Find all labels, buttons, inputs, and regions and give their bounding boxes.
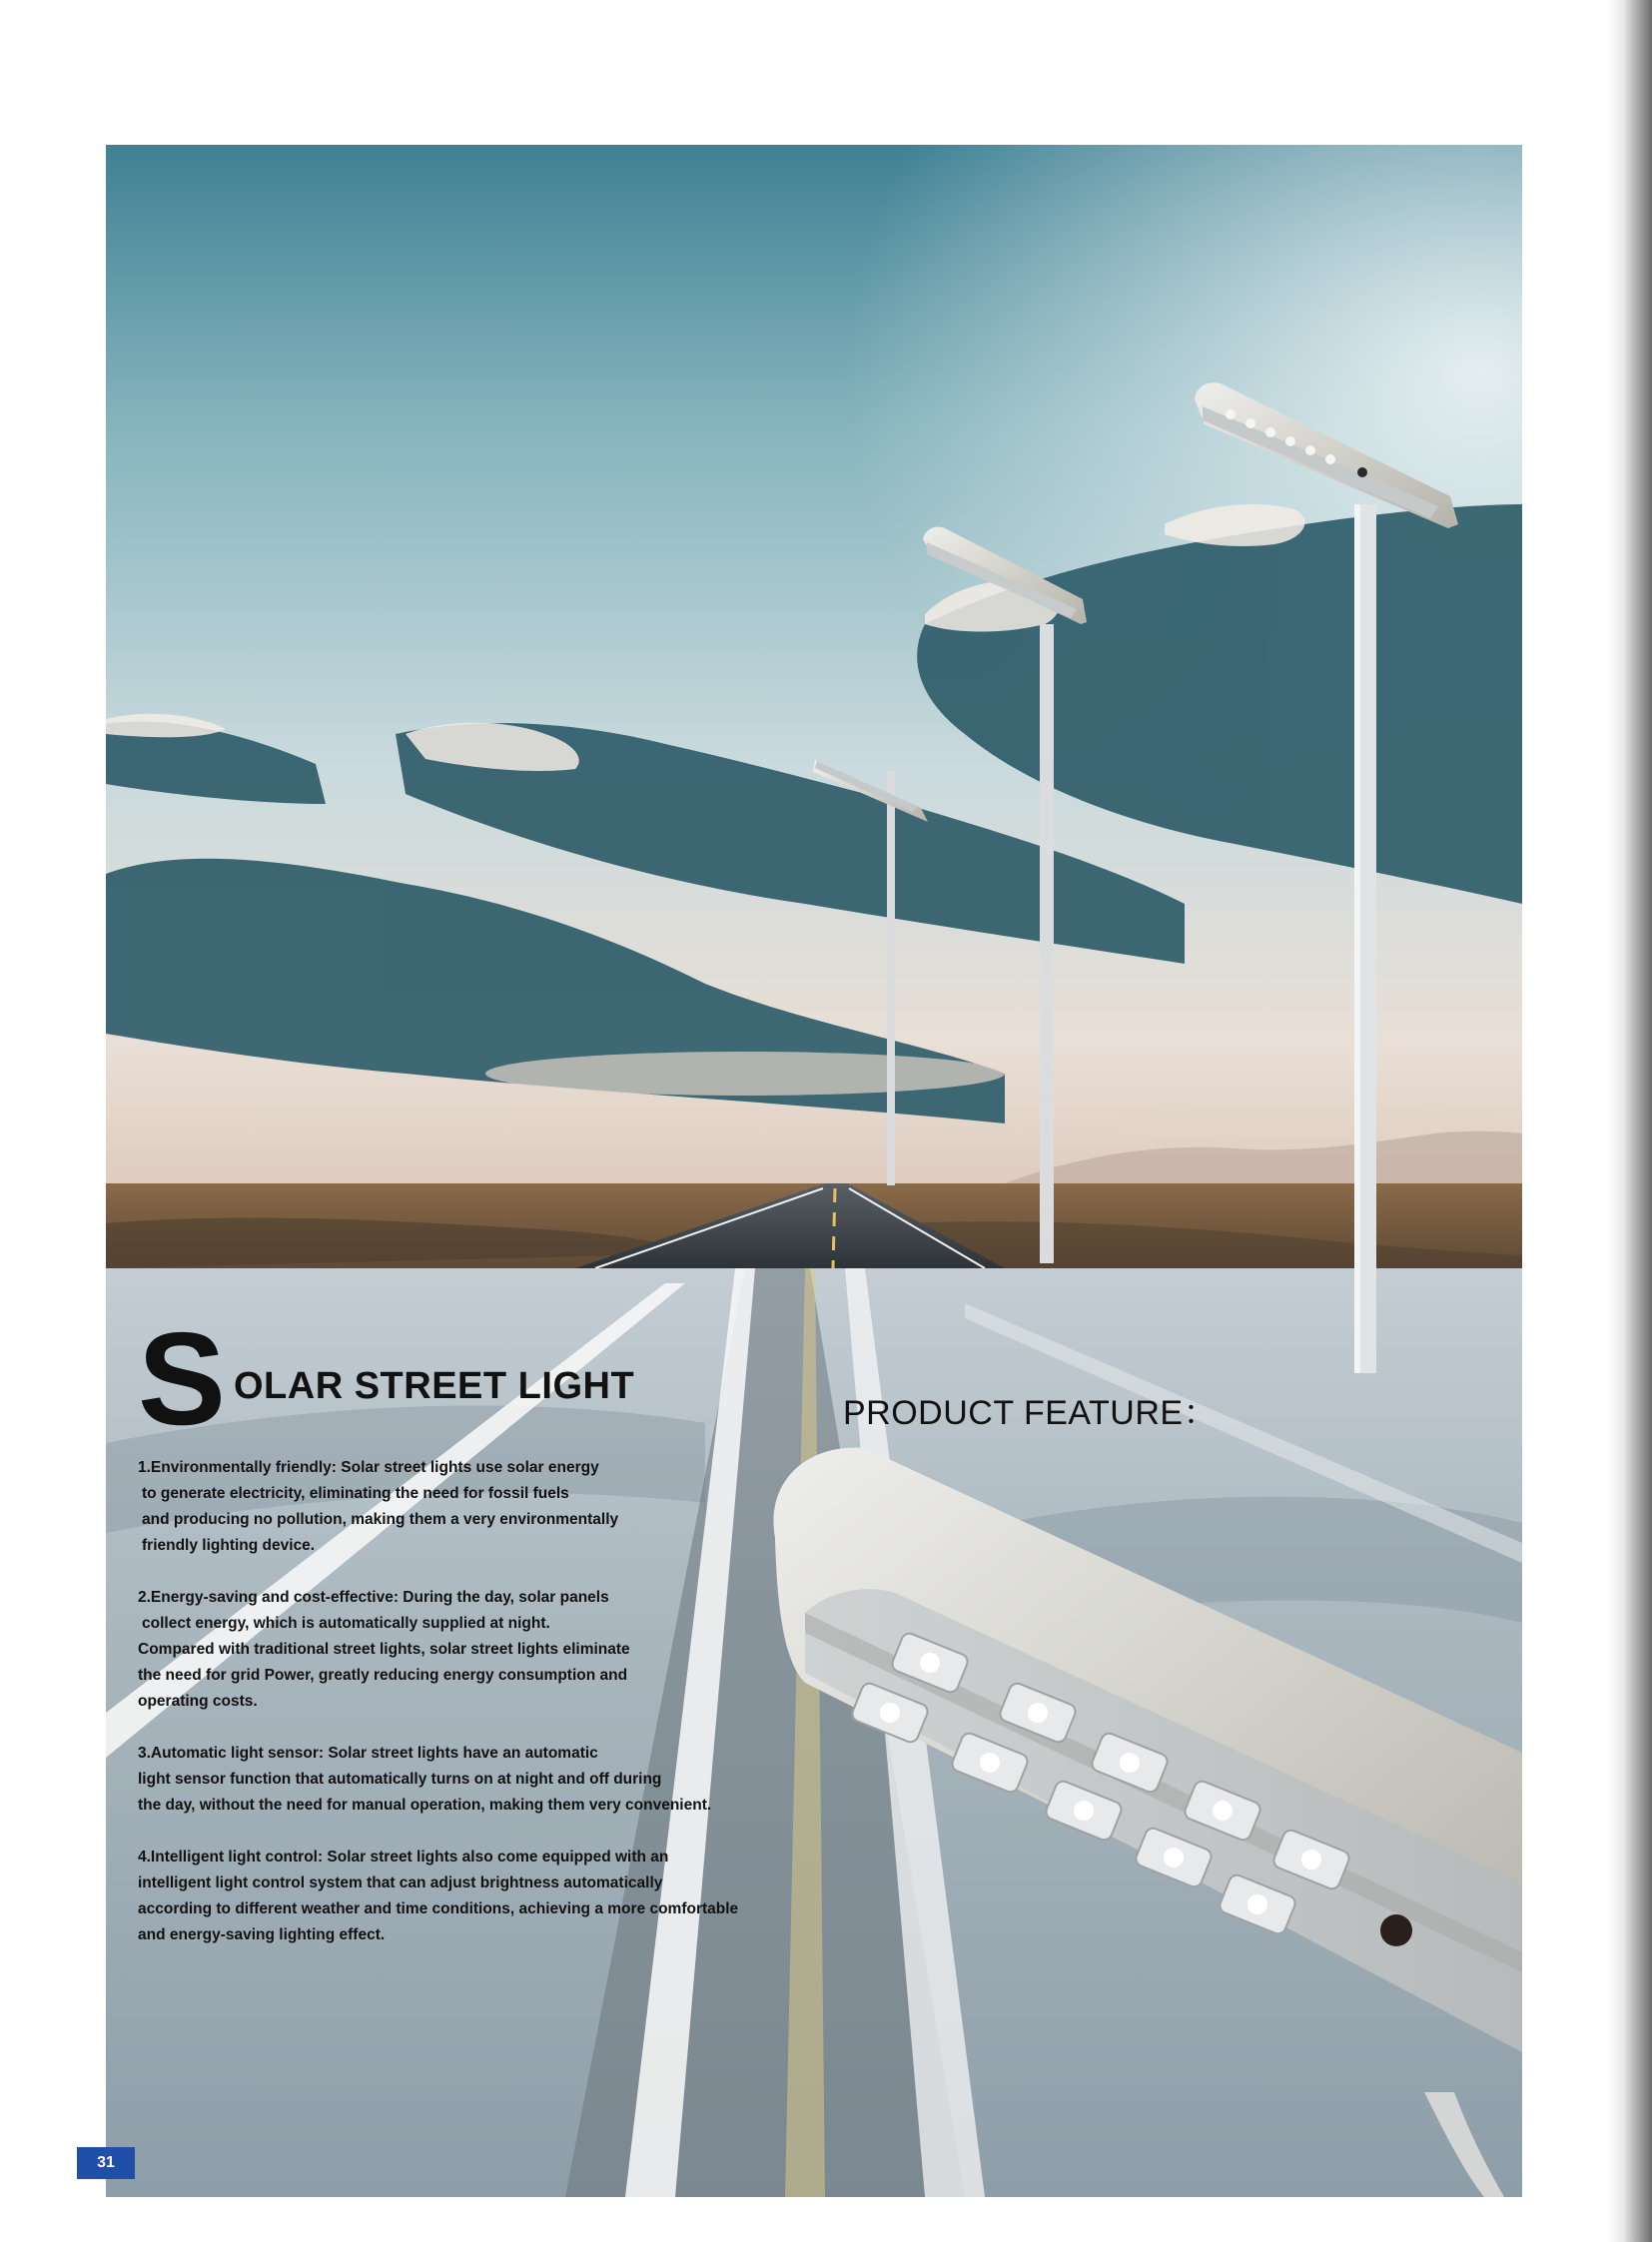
feature-item: [138, 1455, 817, 1559]
feature-line: and energy-saving lighting effect.: [138, 1926, 386, 1943]
feature-line: operating costs.: [138, 1693, 258, 1710]
feature-line: light sensor function that automatically turns on at night and off during: [138, 1771, 662, 1788]
feature-line: 3.Automatic light sensor: Solar street lights have an automatic: [138, 1745, 598, 1762]
product-feature-heading: PRODUCT FEATURE：: [843, 1394, 1219, 1432]
feature-list: [138, 1455, 817, 1974]
page-edge-shadow: [1608, 0, 1652, 2242]
feature-line: to generate electricity, eliminating the need for fossil fuels: [142, 1485, 569, 1502]
feature-line: collect energy, which is automatically supplied at night.: [142, 1615, 550, 1632]
feature-item: [138, 1585, 817, 1715]
feature-line: 1.Environmentally friendly: Solar street lights use solar energy: [138, 1459, 599, 1476]
feature-line: 2.Energy-saving and cost-effective: During the day, solar panels: [138, 1589, 609, 1606]
light-sensor: [1380, 1914, 1412, 1946]
feature-line: according to different weather and time conditions, achieving a more comfortable: [138, 1900, 739, 1917]
feature-line: intelligent light control system that can adjust brightness automatically: [138, 1874, 663, 1891]
title-text: OLAR STREET LIGHT: [234, 1365, 635, 1407]
page-number: 31: [77, 2147, 135, 2179]
page-title: [138, 1305, 697, 1452]
feature-line: friendly lighting device.: [142, 1537, 316, 1554]
feature-item: [138, 1741, 817, 1819]
feature-line: Compared with traditional street lights, solar street lights eliminate: [138, 1641, 630, 1658]
feature-item: [138, 1845, 817, 1948]
feature-line: 4.Intelligent light control: Solar street lights also come equipped with an: [138, 1849, 669, 1866]
hero-photo: [106, 145, 1522, 2197]
feature-line: and producing no pollution, making them a very environmentally: [142, 1511, 619, 1528]
feature-line: the need for grid Power, greatly reducing energy consumption and: [138, 1667, 628, 1684]
feature-line: the day, without the need for manual operation, making them very convenient.: [138, 1797, 712, 1814]
title-initial: S: [138, 1305, 227, 1452]
